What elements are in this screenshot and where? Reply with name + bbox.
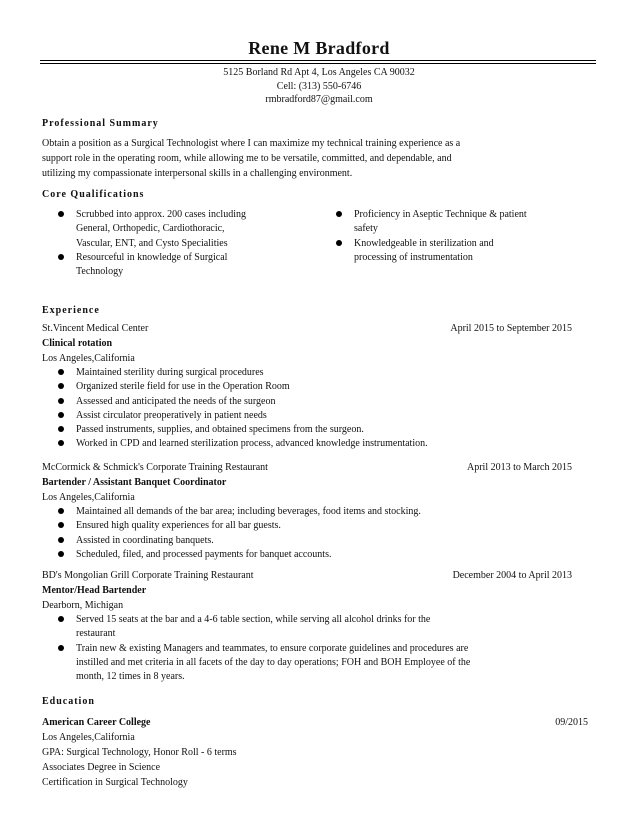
job-bullet: Served 15 seats at the bar and a 4-6 table section, while serving all alcohol drinks for the restaurant (58, 613, 572, 642)
qualifications-left (58, 208, 298, 279)
job-title: Bartender / Assistant Banquet Coordinator (42, 477, 227, 488)
job-title: Mentor/Head Bartender (42, 585, 147, 596)
job-bullet: Train new & existing Managers and teammates, to ensure corporate guidelines and procedures are instilled and met criteria in all facets of the day to day operations; FOH and BOH Employee of the month, 12 times in 8 years. (58, 642, 572, 685)
job-bullet: Organized sterile field for use in the Operation Room (58, 380, 572, 394)
header-rule-bottom (40, 63, 596, 64)
education-date: 09/2015 (555, 717, 588, 728)
address: 5125 Borland Rd Apt 4, Los Angeles CA 90032 (223, 67, 415, 78)
phone: Cell: (313) 550-6746 (276, 80, 362, 92)
email: rmbradford87@gmail.com (265, 94, 373, 105)
education-line: Certification in Surgical Technology (42, 777, 188, 788)
experience-heading: Experience (42, 305, 100, 316)
education-entry (42, 715, 588, 790)
job-entry (42, 321, 572, 452)
job-entry (42, 568, 572, 684)
job-entry (42, 460, 572, 562)
job-bullet: Ensured high quality experiences for all bar guests. (58, 519, 572, 533)
qualifications-right (336, 208, 576, 265)
job-location: Los Angeles,California (42, 492, 135, 503)
job-bullet: Worked in CPD and learned sterilization process, advanced knowledge instrumentation. (58, 437, 572, 451)
candidate-name: Rene M Bradford (248, 38, 390, 58)
contact-block (0, 66, 638, 107)
job-employer: St.Vincent Medical Center (42, 323, 149, 334)
job-employer: BD's Mongolian Grill Corporate Training Restaurant (42, 570, 254, 581)
job-dates: April 2013 to March 2015 (467, 462, 572, 473)
school-name: American Career College (42, 717, 151, 728)
qualification-item: Resourceful in knowledge of Surgical Technology (58, 251, 298, 280)
job-dates: April 2015 to September 2015 (450, 323, 572, 334)
education-line: Associates Degree in Science (42, 762, 161, 773)
qualification-item: Proficiency in Aseptic Technique & patient safety (336, 208, 576, 237)
summary-line: Obtain a position as a Surgical Technologist where I can maximize my technical training experience as a (42, 138, 461, 149)
education-line: Los Angeles,California (42, 732, 135, 743)
job-bullet: Passed instruments, supplies, and obtained specimens from the surgeon. (58, 423, 572, 437)
qualifications-heading: Core Qualifications (42, 189, 145, 200)
qualification-item: Scrubbed into approx. 200 cases including General, Orthopedic, Cardiothoracic, Vascular, ENT, and Cysto Specialities (58, 208, 298, 251)
header-rule-top (40, 60, 596, 61)
job-employer: McCormick & Schmick's Corporate Training Restaurant (42, 462, 268, 473)
job-dates: December 2004 to April 2013 (452, 570, 572, 581)
job-bullet: Assessed and anticipated the needs of the surgeon (58, 395, 572, 409)
job-bullet: Assist circulator preoperatively in patient needs (58, 409, 572, 423)
summary-line: support role in the operating room, while allowing me to be versatile, committed, and dependable, and (42, 153, 452, 164)
job-title: Clinical rotation (42, 338, 113, 349)
summary-heading: Professional Summary (42, 118, 159, 129)
job-bullet: Scheduled, filed, and processed payments for banquet accounts. (58, 548, 572, 562)
summary-line: utilizing my compassionate interpersonal skills in a challenging environment. (42, 168, 353, 179)
summary-text (42, 136, 512, 181)
job-location: Dearborn, Michigan (42, 600, 124, 611)
education-line: GPA: Surgical Technology, Honor Roll - 6 terms (42, 747, 237, 758)
education-heading: Education (42, 696, 95, 707)
job-bullet: Assisted in coordinating banquets. (58, 534, 572, 548)
qualification-item: Knowledgeable in sterilization and processing of instrumentation (336, 237, 576, 266)
job-location: Los Angeles,California (42, 353, 135, 364)
job-bullet: Maintained sterility during surgical procedures (58, 366, 572, 380)
job-bullet: Maintained all demands of the bar area; including beverages, food items and stocking. (58, 505, 572, 519)
